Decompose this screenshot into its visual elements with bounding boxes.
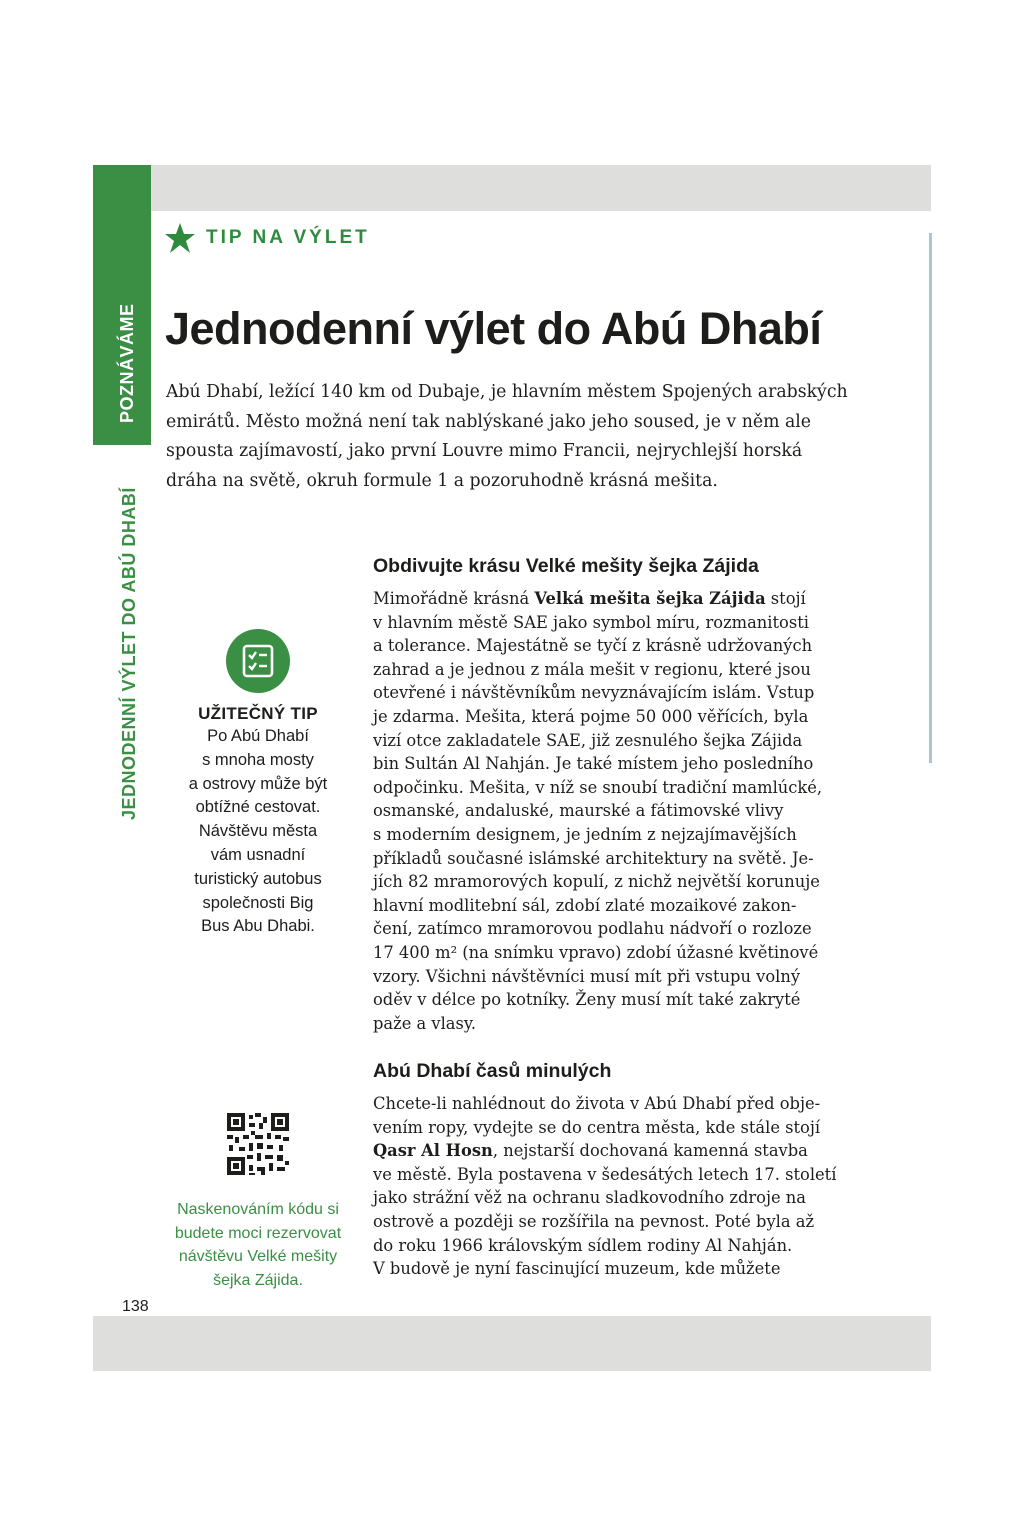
text-run: , nejstarší dochovaná kamenná stavba (492, 1141, 808, 1161)
section-heading: Abú Dhabí časů minulých (373, 1060, 612, 1082)
section-label: POZNÁVÁME (117, 303, 137, 423)
tip-line: Návštěvu města (198, 822, 318, 841)
body-line (373, 1139, 873, 1163)
body-line: je zdarma. Mešita, která pojme 50 000 věřících, byla (373, 706, 809, 726)
section-old-town (373, 1060, 873, 1281)
qr-caption-line: Naskenováním kódu si (177, 1201, 339, 1218)
qr-code[interactable] (227, 1113, 289, 1175)
body-line: a tolerance. Majestátně se tyčí z krásně udržovaných (373, 636, 813, 656)
intro-line: dráha na světě, okruh formule 1 a pozoruhodně krásná mešita. (166, 470, 718, 491)
body-line: jako strážní věž na ochranu sladkovodního zdroje na (373, 1188, 807, 1208)
tip-line: turistický autobus (194, 869, 322, 888)
body-line: osmanské, andaluské, maurské a fátimovské vlivy (373, 801, 784, 821)
body-line: s moderním designem, je jedním z nejzajímavějších (373, 824, 797, 844)
body-line: vizí otce zakladatele SAE, již zesnulého šejka Zájida (373, 730, 803, 750)
tip-line: a ostrovy může být (188, 774, 328, 793)
qr-caption-line: návštěvu Velké mešity (178, 1248, 338, 1265)
intro-paragraph (166, 378, 878, 496)
page-title: Jednodenní výlet do Abú Dhabí (165, 303, 822, 354)
checklist-icon (226, 629, 290, 693)
body-line: čení, zatímco mramorovou podlahu nádvoří o rozloze (373, 919, 812, 939)
body-line: otevřené i návštěvníkům nevyznávajícím islám. Vstup (373, 683, 815, 703)
tag-label: TIP NA VÝLET (206, 227, 370, 248)
checklist-icon-glyph (239, 642, 277, 680)
tip-title: UŽITEČNÝ TIP (198, 704, 318, 723)
body-line: ostrově a později se rozšířila na pevnost. Poté byla až (373, 1211, 815, 1231)
body-line: odpočinku. Mešita, v níž se snoubí tradiční mamlúcké, (373, 777, 823, 797)
tip-line: Po Abú Dhabí (207, 727, 309, 745)
body-line: oděv v délce po kotníky. Ženy musí mít také zakryté (373, 990, 801, 1010)
star-icon (164, 222, 196, 254)
text-run: Mimořádně krásná (373, 589, 535, 608)
tip-line: s mnoha mosty (202, 750, 314, 769)
tip-line: společnosti Big (202, 893, 314, 912)
body-line: bin Sultán Al Nahján. Je také místem jeho posledního (373, 754, 814, 774)
body-line: vzory. Všichni návštěvníci musí mít při vstupu volný (373, 966, 801, 986)
body-line: 17 400 m² (na snímku vpravo) zdobí úžasné květinové (373, 942, 819, 962)
body-line: Chcete-li nahlédnout do života v Abú Dhabí před obje- (373, 1094, 821, 1113)
body-line: vením ropy, vydejte se do centra města, kde stále stojí (373, 1117, 821, 1137)
body-line: jích 82 mramorových kopulí, z nichž největší korunuje (373, 872, 820, 892)
top-gray-band (93, 165, 931, 211)
chapter-label: JEDNODENNÍ VÝLET DO ABÚ DHABÍ (119, 487, 139, 820)
tip-box (166, 629, 350, 939)
qr-caption (160, 1198, 356, 1292)
body-line: v hlavním městě SAE jako symbol míru, rozmanitosti (373, 612, 809, 632)
photo-edge (929, 233, 932, 763)
body-line: do roku 1966 královským sídlem rodiny Al Nahján. (373, 1235, 793, 1255)
intro-line: spousta zajímavostí, jako první Louvre mimo Francii, nejrychlejší horská (166, 441, 803, 461)
tip-line: vám usnadní (210, 845, 306, 864)
section-mosque (373, 555, 873, 1035)
bottom-gray-band (93, 1316, 931, 1371)
bold-run: Velká mešita šejka Zájida (534, 589, 766, 608)
body-line: hlavní modlitební sál, zdobí zlaté mozaikové zakon- (373, 895, 797, 915)
qr-caption-line: šejka Zájida. (213, 1271, 303, 1289)
intro-line: Abú Dhabí, ležící 140 km od Dubaje, je hlavním městem Spojených arabských (166, 382, 848, 402)
body-line: příkladů současné islámské architektury na světě. Je- (373, 848, 814, 868)
body-line: zahrad a je jednou z mála mešit v regionu, které jsou (373, 659, 811, 679)
qr-caption-line: budete moci rezervovat (174, 1224, 342, 1242)
text-run: stojí (765, 589, 806, 608)
body-line: V budově je nyní fascinující muzeum, kde můžete (373, 1259, 781, 1279)
section-body (373, 1092, 873, 1281)
body-line (373, 587, 873, 611)
body-line: paže a vlasy. (373, 1013, 477, 1033)
body-line: ve městě. Byla postavena v šedesátých letech 17. století (373, 1164, 837, 1184)
page-number: 138 (122, 1298, 149, 1315)
section-body (373, 587, 873, 1035)
bold-run: Qasr Al Hosn (373, 1141, 493, 1161)
tip-line: Bus Abu Dhabi. (201, 917, 315, 936)
tag-row (164, 222, 370, 254)
tip-body (166, 725, 350, 939)
tip-line: obtížné cestovat. (195, 798, 321, 817)
intro-line: emirátů. Město možná není tak nablýskané jako jeho soused, je v něm ale (166, 411, 812, 432)
section-heading: Obdivujte krásu Velké mešity šejka Zájida (373, 555, 759, 577)
